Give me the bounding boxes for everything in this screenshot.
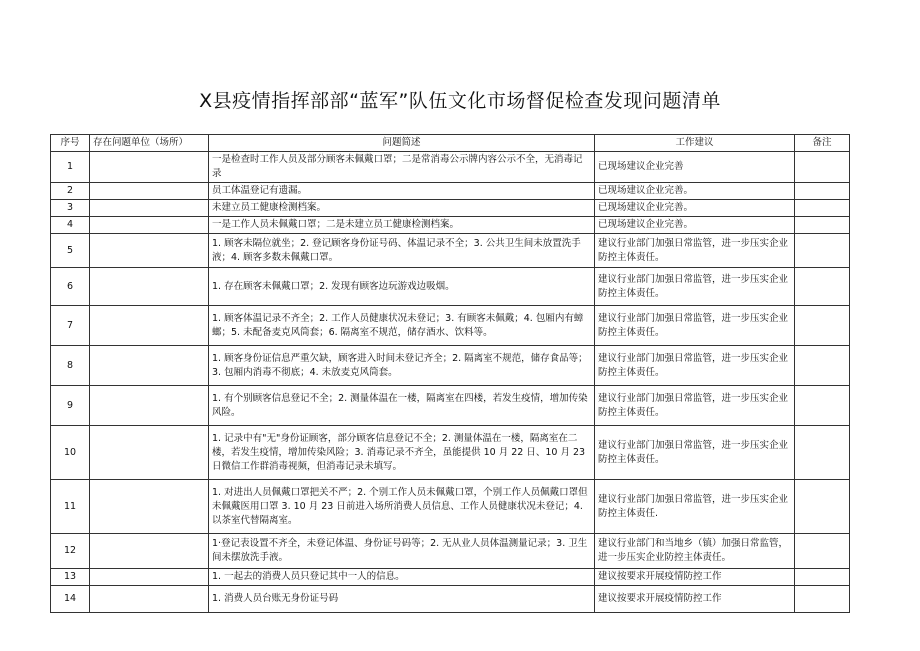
cell-note xyxy=(795,586,850,613)
cell-note xyxy=(795,183,850,200)
header-unit: 存在问题单位（场所） xyxy=(90,135,209,152)
table-row xyxy=(51,217,850,234)
cell-note xyxy=(795,534,850,569)
cell-desc: 未建立员工健康检测档案。 xyxy=(209,200,595,217)
cell-note xyxy=(795,200,850,217)
cell-unit xyxy=(90,569,209,586)
table-row xyxy=(51,426,850,480)
cell-suggestion: 建议行业部门和当地乡（镇）加强日常监管，进一步压实企业防控主体责任。 xyxy=(595,534,795,569)
cell-desc: 1. 对进出人员佩戴口罩把关不严；2. 个别工作人员未佩戴口罩，个别工作人员佩戴口罩但未佩戴医用口罩 3. 10 月 23 日前进入场所消费人员信息、工作人员健康状况未登记；4. 以茶室代替隔离室。 xyxy=(209,480,595,534)
cell-suggestion: 建议行业部门加强日常监管，进一步压实企业防控主体责任。 xyxy=(595,306,795,346)
cell-suggestion: 已现场建议企业完善。 xyxy=(595,200,795,217)
cell-suggestion: 建议行业部门加强日常监管，进一步压实企业防控主体责任。 xyxy=(595,346,795,386)
table-row xyxy=(51,152,850,183)
cell-seq: 4 xyxy=(51,217,90,234)
cell-unit xyxy=(90,152,209,183)
table-row xyxy=(51,480,850,534)
cell-unit xyxy=(90,268,209,306)
cell-suggestion: 建议行业部门加强日常监管，进一步压实企业防控主体责任。 xyxy=(595,234,795,268)
cell-suggestion: 建议行业部门加强日常监管，进一步压实企业防控主体责任。 xyxy=(595,386,795,426)
cell-suggestion: 建议行业部门加强日常监管，进一步压实企业防控主体责任。 xyxy=(595,268,795,306)
cell-unit xyxy=(90,200,209,217)
header-suggestion: 工作建议 xyxy=(595,135,795,152)
cell-desc: 1·登记表设置不齐全，未登记体温、身份证号码等；2. 无从业人员体温测量记录；3. 卫生间未摆放洗手液。 xyxy=(209,534,595,569)
table-row xyxy=(51,268,850,306)
table-row xyxy=(51,183,850,200)
cell-seq: 7 xyxy=(51,306,90,346)
cell-seq: 13 xyxy=(51,569,90,586)
cell-unit xyxy=(90,534,209,569)
cell-desc: 1. 存在顾客未佩戴口罩；2. 发现有顾客边玩游戏边吸烟。 xyxy=(209,268,595,306)
cell-seq: 1 xyxy=(51,152,90,183)
table-row xyxy=(51,534,850,569)
cell-note xyxy=(795,386,850,426)
cell-desc: 一是工作人员未佩戴口罩；二是未建立员工健康检测档案。 xyxy=(209,217,595,234)
cell-note xyxy=(795,480,850,534)
cell-note xyxy=(795,426,850,480)
document-title: X县疫情指挥部部“蓝军”队伍文化市场督促检查发现问题清单 xyxy=(199,90,721,112)
table-row xyxy=(51,306,850,346)
cell-note xyxy=(795,217,850,234)
table-row xyxy=(51,346,850,386)
cell-unit xyxy=(90,480,209,534)
cell-unit xyxy=(90,586,209,613)
cell-seq: 2 xyxy=(51,183,90,200)
cell-seq: 3 xyxy=(51,200,90,217)
header-note: 备注 xyxy=(795,135,850,152)
cell-note xyxy=(795,306,850,346)
table-row xyxy=(51,569,850,586)
cell-seq: 10 xyxy=(51,426,90,480)
cell-seq: 9 xyxy=(51,386,90,426)
cell-note xyxy=(795,152,850,183)
cell-desc: 1. 顾客未隔位就坐；2. 登记顾客身份证号码、体温记录不全；3. 公共卫生间未放置洗手液；4. 顾客多数未佩戴口罩。 xyxy=(209,234,595,268)
cell-desc: 1. 顾客体温记录不齐全；2. 工作人员健康状况未登记；3. 有顾客未佩戴；4. 包厢内有蟑螂；5. 未配备麦克风筒套；6. 隔离室不规范，储存酒水、饮料等。 xyxy=(209,306,595,346)
cell-seq: 6 xyxy=(51,268,90,306)
cell-unit xyxy=(90,306,209,346)
cell-seq: 11 xyxy=(51,480,90,534)
table-header-row xyxy=(51,135,850,152)
cell-suggestion: 已现场建议企业完善。 xyxy=(595,183,795,200)
table-row xyxy=(51,386,850,426)
cell-note xyxy=(795,346,850,386)
cell-unit xyxy=(90,426,209,480)
cell-seq: 8 xyxy=(51,346,90,386)
table-row xyxy=(51,234,850,268)
cell-unit xyxy=(90,234,209,268)
table-row xyxy=(51,586,850,613)
header-seq: 序号 xyxy=(51,135,90,152)
cell-unit xyxy=(90,386,209,426)
cell-seq: 14 xyxy=(51,586,90,613)
cell-note xyxy=(795,268,850,306)
cell-note xyxy=(795,569,850,586)
cell-desc: 员工体温登记有遗漏。 xyxy=(209,183,595,200)
cell-suggestion: 已现场建议企业完善 xyxy=(595,152,795,183)
cell-desc: 1. 顾客身份证信息严重欠缺，顾客进入时间未登记齐全；2. 隔离室不规范，储存食品等；3. 包厢内消毒不彻底；4. 未放麦克风筒套。 xyxy=(209,346,595,386)
cell-unit xyxy=(90,346,209,386)
cell-desc: 1. 一起去的消费人员只登记其中一人的信息。 xyxy=(209,569,595,586)
cell-desc: 一是检查时工作人员及部分顾客未佩戴口罩；二是常消毒公示牌内容公示不全，无消毒记录 xyxy=(209,152,595,183)
cell-note xyxy=(795,234,850,268)
cell-suggestion: 建议行业部门加强日常监管，进一步压实企业防控主体责任。 xyxy=(595,426,795,480)
issues-table xyxy=(50,134,850,613)
cell-seq: 5 xyxy=(51,234,90,268)
cell-suggestion: 建议按要求开展疫情防控工作 xyxy=(595,569,795,586)
cell-desc: 1. 记录中有"无"身份证顾客，部分顾客信息登记不全；2. 测量体温在一楼，隔离室在二楼，若发生疫情，增加传染风险；3. 消毒记录不齐全，虽能提供 10 月 22 日、10 月 23 日微信工作群消毒视频，但消毒记录未填写。 xyxy=(209,426,595,480)
cell-suggestion: 建议行业部门加强日常监管，进一步压实企业防控主体责任. xyxy=(595,480,795,534)
header-desc: 问题简述 xyxy=(209,135,595,152)
cell-desc: 1. 消费人员台账无身份证号码 xyxy=(209,586,595,613)
cell-suggestion: 建议按要求开展疫情防控工作 xyxy=(595,586,795,613)
cell-suggestion: 已现场建议企业完善。 xyxy=(595,217,795,234)
cell-unit xyxy=(90,217,209,234)
table-row xyxy=(51,200,850,217)
cell-seq: 12 xyxy=(51,534,90,569)
cell-unit xyxy=(90,183,209,200)
cell-desc: 1. 有个别顾客信息登记不全；2. 测量体温在一楼，隔离室在四楼，若发生疫情，增加传染风险。 xyxy=(209,386,595,426)
